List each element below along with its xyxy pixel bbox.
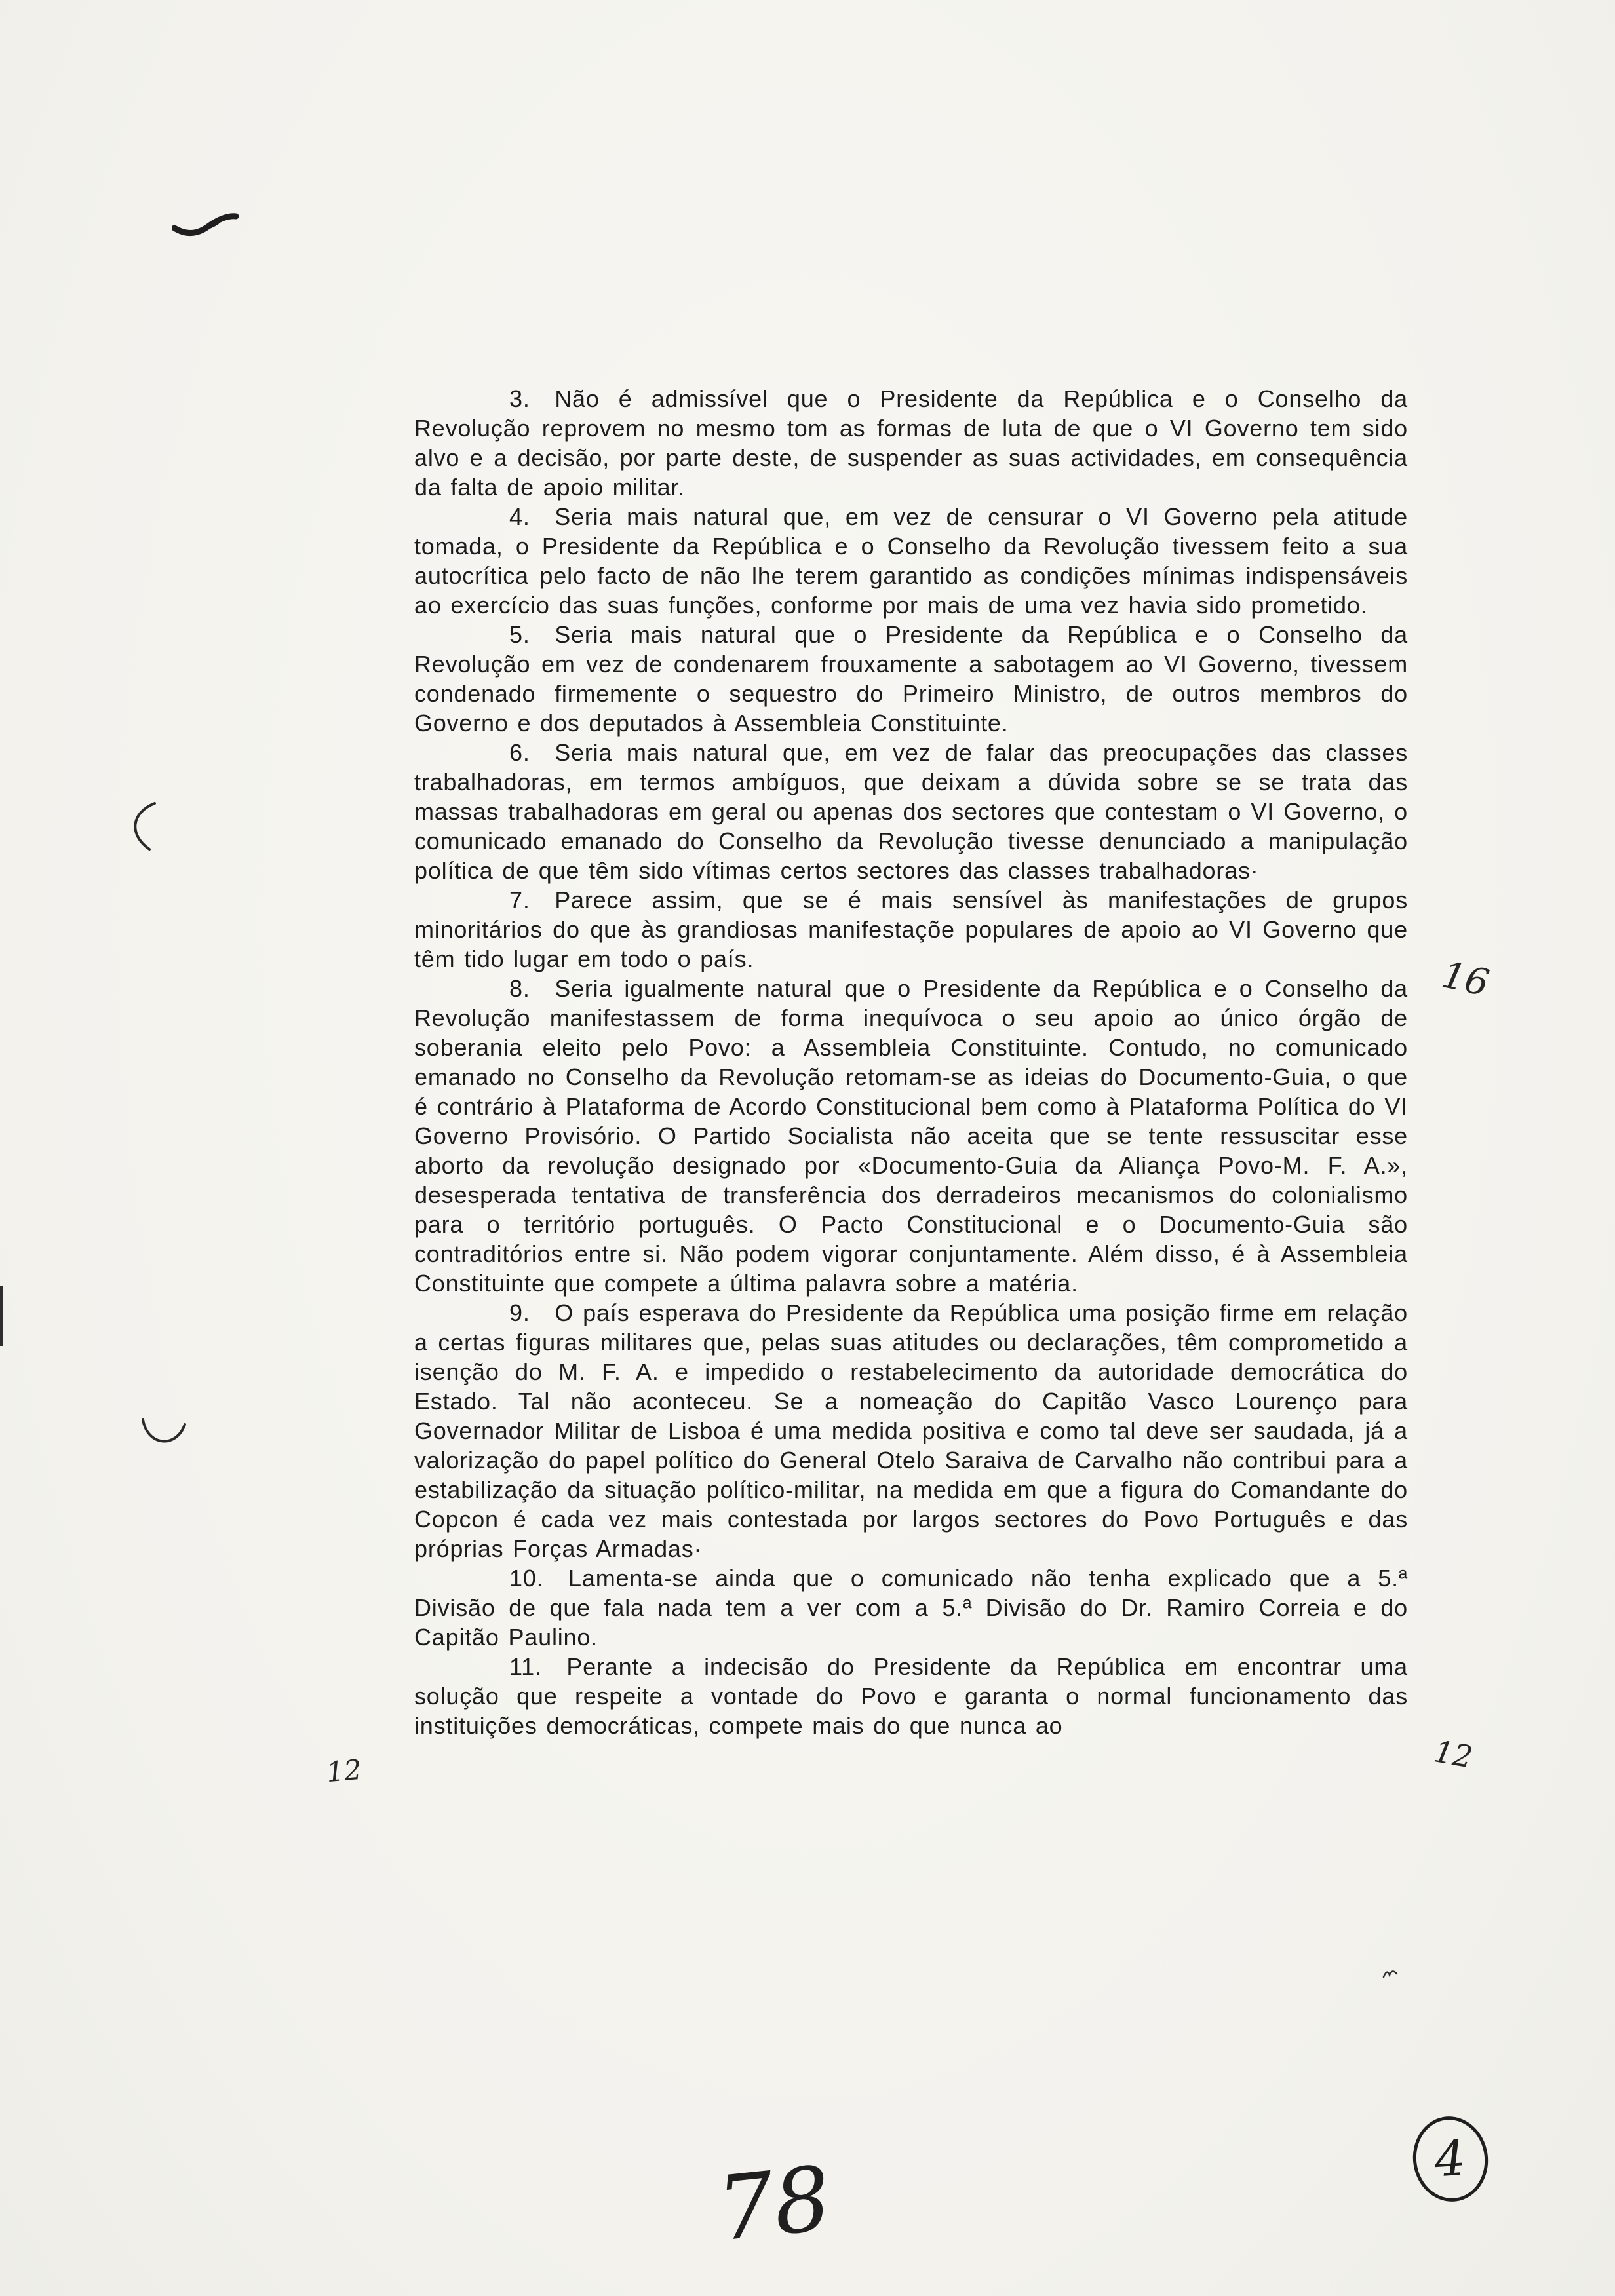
circled-page-number-value: 4: [1433, 2130, 1468, 2189]
paragraph-7: 7. Parece assim, que se é mais sensível às manifestações de grupos minoritários do que às grandiosas manifestaçõe populares de apoio ao VI Governo que têm tido lugar em todo o país.: [414, 887, 1408, 972]
paragraph-10: 10. Lamenta-se ainda que o comunicado não tenha explicado que a 5.ª Divisão de que fala nada tem a ver com a 5.ª Divisão do Dr. Ramiro Correia e do Capitão Paulino.: [414, 1565, 1408, 1651]
paragraph-11: 11. Perante a indecisão do Presidente da República em encontrar uma solução que respeite a vontade do Povo e garanta o normal funcionamento das instituições democráticas, compete mais do que nunca ao: [414, 1653, 1408, 1739]
paragraph-6: 6. Seria mais natural que, em vez de falar das preocupações das classes trabalhadoras, em termos ambíguos, que deixam a dúvida sobre se se trata das massas trabalhadoras em geral ou apenas dos sectores que contestam o VI Governo, o comunicado emanado do Conselho da Revolução tivesse denunciado a manipulação política de que têm sido vítimas certos sectores das classes trabalhadoras·: [414, 739, 1408, 884]
handwritten-curve-icon: [123, 801, 163, 852]
margin-mark-left-low: 12: [324, 1753, 363, 1789]
circled-page-number: [1408, 2112, 1494, 2207]
margin-mark-right-low: 12: [1431, 1733, 1475, 1775]
small-handwritten-mark-icon: [1382, 1966, 1399, 1980]
paragraph-5: 5. Seria mais natural que o Presidente da República e o Conselho da Revolução em vez de condenarem frouxamente a sabotagem ao VI Governo, tivessem condenado firmemente o sequestro do Primeiro Ministro, de outros membros do Governo e dos deputados à Assembleia Constituinte.: [414, 621, 1408, 737]
folio-number: 78: [712, 2147, 836, 2261]
margin-mark-right-mid: 16: [1438, 953, 1493, 1005]
paragraph-3: 3. Não é admissível que o Presidente da República e o Conselho da Revolução reprovem no mesmo tom as formas de luta de que o VI Governo tem sido alvo e a decisão, por parte deste, de suspender as suas actividades, em consequência da falta de apoio militar.: [414, 385, 1408, 501]
paragraph-8: 8. Seria igualmente natural que o Presidente da República e o Conselho da Revolução manifestassem de forma inequívoca o seu apoio ao único órgão de soberania eleito pelo Povo: a Assembleia Constituinte. Contudo, no comunicado emanado no Conselho da Revolução retomam-se as ideias do Documento-Guia, o que é contrário à Plataforma de Acordo Constitucional bem como à Plataforma Política do VI Governo Provisório. O Partido Socialista não aceita que se tente ressuscitar esse aborto da revolução designado por «Documento-Guia da Aliança Povo-M. F. A.», desesperada tentativa de transferência dos derradeiros mecanismos do colonialismo para o território português. O Pacto Constitucional e o Documento-Guia são contraditórios entre si. Não podem vigorar conjuntamente. Além disso, é à Assembleia Constituinte que compete a última palavra sobre a matéria.: [414, 975, 1408, 1297]
handwritten-checkmark-icon: [172, 208, 241, 241]
paragraph-9: 9. O país esperava do Presidente da República uma posição firme em relação a certas figuras militares que, pelas suas atitudes ou declarações, têm comprometido a isenção do M. F. A. e impedido o restabelecimento da autoridade democrática do Estado. Tal não aconteceu. Se a nomeação do Capitão Vasco Lourenço para Governador Militar de Lisboa é uma medida positiva e como tal deve ser saudada, já a valorização do papel político do General Otelo Saraiva de Carvalho não contribui para a estabilização da situação político-militar, na medida em que a figura do Comandante do Copcon é cada vez mais contestada por largos sectores do Povo Português e das próprias Forças Armadas·: [414, 1299, 1408, 1562]
paragraph-4: 4. Seria mais natural que, em vez de censurar o VI Governo pela atitude tomada, o Presidente da República e o Conselho da Revolução tivessem feito a sua autocrítica pelo facto de não lhe terem garantido as condições mínimas indispensáveis ao exercício das suas funções, conforme por mais de uma vez havia sido prometido.: [414, 503, 1408, 619]
document-body: [414, 384, 1408, 1740]
scan-edge-artifact: [0, 1286, 3, 1346]
handwritten-curve-icon: [139, 1414, 189, 1453]
